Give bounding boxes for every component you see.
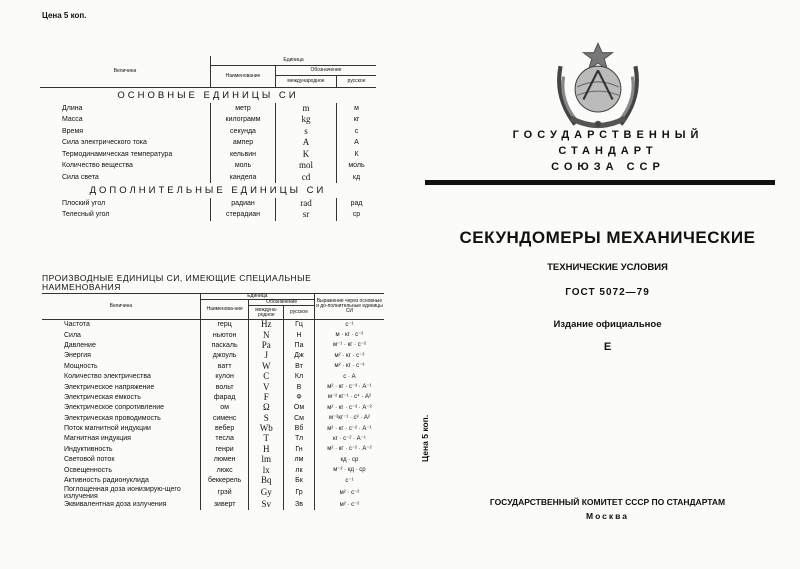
table-row [42, 455, 384, 465]
table-row [40, 198, 376, 210]
rus-symbol-cell: Гц [295, 321, 303, 329]
city-name: Москва [586, 511, 629, 521]
intl-symbol-cell: K [276, 149, 337, 161]
table-row [42, 382, 384, 392]
unit-name-cell: зиверт [200, 500, 249, 510]
unit-name-cell: герц [200, 320, 249, 330]
intl-symbol-cell: sr [276, 209, 337, 221]
table-row [42, 371, 384, 381]
rus-symbol-cell: Кл [294, 373, 304, 381]
quantity-cell: Магнитная индукция [64, 435, 131, 443]
unit-name-cell: тесла [200, 434, 249, 444]
intl-symbol-cell: Gy [249, 486, 284, 500]
intl-symbol-cell: kg [276, 114, 337, 126]
unit-name-cell: вебер [200, 423, 249, 433]
intl-symbol-cell: Hz [249, 320, 284, 330]
rus-symbol-cell: Зв [295, 501, 303, 509]
rus-symbol-cell: кд [352, 173, 361, 181]
section-derived-units: ПРОИЗВОДНЫЕ ЕДИНИЦЫ СИ, ИМЕЮЩИЕ СПЕЦИАЛЬНЫЕ НАИМЕНОВАНИЯ [42, 274, 384, 294]
rus-symbol-cell: Вб [294, 425, 304, 433]
quantity-cell: Электрическое сопротивление [64, 404, 165, 412]
intl-symbol-cell: Wb [249, 423, 284, 433]
table-row [42, 403, 384, 413]
unit-name-cell: джоуль [200, 351, 249, 361]
unit-name-cell: вольт [200, 382, 249, 392]
quantity-cell: Масса [62, 116, 83, 124]
rus-symbol-cell: См [294, 414, 304, 422]
unit-name-cell: кельвин [211, 149, 276, 161]
col-rus-header-2: русское [284, 306, 315, 320]
table-row [42, 486, 384, 500]
expression-cell: м² · кг · с⁻² · А⁻² [314, 444, 384, 454]
document-subtitle: ТЕХНИЧЕСКИЕ УСЛОВИЯ [547, 262, 668, 273]
expression-cell: м⁻¹ · кг · с⁻² [314, 340, 384, 350]
quantity-cell: Поток магнитной индукции [64, 425, 151, 433]
intl-symbol-cell: J [249, 351, 284, 361]
state-standard-line-2: СОЮЗА ССР [551, 160, 665, 173]
quantity-cell: Количество электричества [64, 373, 151, 381]
col-unit-header-2: Единица [200, 294, 314, 300]
edition-label: Издание официальное [553, 319, 662, 330]
table-row [40, 126, 376, 138]
quantity-cell: Электрическая проводимость [64, 414, 161, 422]
col-quantity-header: Величина [40, 56, 211, 88]
rus-symbol-cell: с [354, 127, 359, 135]
rus-symbol-cell: Гн [295, 445, 303, 453]
intl-symbol-cell: S [249, 413, 284, 423]
quantity-cell: Световой поток [64, 456, 115, 464]
intl-symbol-cell: C [249, 371, 284, 381]
unit-name-cell: ампер [211, 137, 276, 149]
table-row [42, 392, 384, 402]
table-row [42, 444, 384, 454]
committee-name: ГОСУДАРСТВЕННЫЙ КОМИТЕТ СССР ПО СТАНДАРТАМ [489, 497, 726, 507]
quantity-cell: Активность радионуклида [64, 477, 149, 485]
expression-cell: кг · с⁻² · А⁻¹ [314, 434, 384, 444]
rus-symbol-cell: лк [295, 466, 303, 474]
unit-name-cell: кандела [211, 172, 276, 184]
unit-name-cell: метр [211, 103, 276, 115]
table-row [42, 475, 384, 485]
quantity-cell: Сила [64, 331, 81, 339]
rus-symbol-cell: м [354, 104, 359, 112]
expression-cell: м⁻² · кд · ср [314, 465, 384, 475]
rus-symbol-cell: ср [352, 211, 361, 219]
quantity-cell: Электрическая емкость [64, 393, 141, 401]
quantity-cell: Сила света [62, 173, 99, 181]
intl-symbol-cell: F [249, 392, 284, 402]
quantity-cell: Мощность [64, 362, 98, 370]
table-row [42, 500, 384, 510]
ussr-emblem [546, 35, 650, 139]
base-units-table [40, 56, 376, 221]
rus-symbol-cell: Па [294, 341, 304, 349]
unit-name-cell: генри [200, 444, 249, 454]
rus-symbol-cell: Вт [295, 362, 303, 370]
expression-cell: м² · кг · с⁻³ · А⁻¹ [314, 382, 384, 392]
unit-name-cell: моль [211, 160, 276, 172]
intl-symbol-cell: rad [276, 198, 337, 210]
price-label-vertical: Цена 5 коп. [420, 414, 430, 462]
section-additional-units: ДОПОЛНИТЕЛЬНЫЕ ЕДИНИЦЫ СИ [89, 185, 327, 196]
expression-cell: м⁻² кг⁻¹ · с⁴ · А² [314, 392, 384, 402]
gost-number: ГОСТ 5072—79 [565, 287, 650, 298]
intl-symbol-cell: mol [276, 160, 337, 172]
intl-symbol-cell: Ω [249, 403, 284, 413]
price-label: Цена 5 коп. [42, 11, 87, 20]
unit-name-cell: ом [200, 403, 249, 413]
section-base-units: ОСНОВНЫЕ ЕДИНИЦЫ СИ [117, 90, 299, 101]
unit-name-cell: люкс [200, 465, 249, 475]
table-row [42, 340, 384, 350]
intl-symbol-cell: W [249, 361, 284, 371]
state-standard-heading [468, 128, 748, 176]
derived-units-table [42, 274, 384, 510]
unit-name-cell: грэй [200, 486, 249, 500]
col-designation-header-2: Обозначение [249, 300, 314, 306]
rus-symbol-cell: Гр [295, 489, 303, 497]
edition-letter: Е [603, 341, 612, 353]
col-unit-header: Единица [211, 56, 377, 66]
unit-name-cell: радиан [211, 198, 276, 210]
quantity-cell: Длина [62, 104, 83, 112]
col-name-header-2: Наименова-ние [200, 300, 249, 320]
table-row [42, 351, 384, 361]
table-row [42, 465, 384, 475]
intl-symbol-cell: Pa [249, 340, 284, 350]
unit-name-cell: стерадиан [211, 209, 276, 221]
unit-name-cell: паскаль [200, 340, 249, 350]
quantity-cell: Поглощенная доза ионизирую-щего излучения [64, 485, 181, 500]
expression-cell: м² · кг · с⁻² · А⁻¹ [314, 423, 384, 433]
col-rus-header: русское [337, 76, 377, 88]
unit-name-cell: беккерель [200, 475, 249, 485]
table-row [42, 330, 384, 340]
quantity-cell: Количество вещества [62, 162, 133, 170]
document-title: СЕКУНДОМЕРЫ МЕХАНИЧЕСКИЕ [459, 228, 756, 247]
quantity-cell: Индуктивность [64, 445, 113, 453]
quantity-cell: Плоский угол [62, 199, 106, 207]
quantity-cell: Термодинамическая температура [62, 150, 173, 158]
rus-symbol-cell: Ом [293, 404, 305, 412]
rus-symbol-cell: Ф [296, 393, 302, 401]
intl-symbol-cell: m [276, 103, 337, 115]
expression-cell: м² · кг · с⁻² [314, 351, 384, 361]
unit-name-cell: ватт [200, 361, 249, 371]
expression-cell: м² · с⁻² [314, 500, 384, 510]
rus-symbol-cell: Тл [294, 435, 304, 443]
quantity-cell: Давление [64, 341, 96, 349]
divider-rule [425, 180, 775, 185]
quantity-cell: Частота [64, 321, 90, 329]
intl-symbol-cell: N [249, 330, 284, 340]
table-row [40, 114, 376, 126]
expression-cell: м² · кг · с⁻³ [314, 361, 384, 371]
quantity-cell: Телесный угол [62, 211, 110, 219]
table-row [42, 320, 384, 330]
table-row [40, 149, 376, 161]
expression-cell: м⁻²кг⁻¹ · с³ · А² [314, 413, 384, 423]
rus-symbol-cell: рад [350, 199, 363, 207]
table-row [42, 423, 384, 433]
col-name-header: Наименование [211, 66, 276, 88]
intl-symbol-cell: A [276, 137, 337, 149]
table-row [40, 137, 376, 149]
section-row [40, 183, 376, 198]
unit-name-cell: секунда [211, 126, 276, 138]
rus-symbol-cell: К [354, 150, 359, 158]
quantity-cell: Время [62, 127, 84, 135]
table-row [40, 209, 376, 221]
intl-symbol-cell: T [249, 434, 284, 444]
quantity-cell: Освещенность [64, 466, 113, 474]
expression-cell: с⁻¹ [314, 475, 384, 485]
expression-cell: м² · с⁻² [314, 486, 384, 500]
unit-name-cell: сименс [200, 413, 249, 423]
intl-symbol-cell: Bq [249, 475, 284, 485]
table-row [42, 434, 384, 444]
intl-symbol-cell: lx [249, 465, 284, 475]
rus-symbol-cell: лм [294, 456, 304, 464]
table-row [40, 103, 376, 115]
rus-symbol-cell: В [296, 383, 302, 391]
unit-name-cell: ньютон [200, 330, 249, 340]
quantity-cell: Энергия [64, 352, 91, 360]
expression-cell: м · кг · с⁻² [314, 330, 384, 340]
unit-name-cell: килограмм [211, 114, 276, 126]
table-row [40, 160, 376, 172]
col-quantity-header-2: Величина [42, 294, 200, 320]
rus-symbol-cell: А [354, 139, 359, 147]
rus-symbol-cell: кг [353, 116, 360, 124]
rus-symbol-cell: Дж [294, 352, 304, 360]
table-row [42, 413, 384, 423]
intl-symbol-cell: s [276, 126, 337, 138]
intl-symbol-cell: Sv [249, 500, 284, 510]
intl-symbol-cell: lm [249, 455, 284, 465]
unit-name-cell: кулон [200, 371, 249, 381]
expression-cell: с · А [314, 371, 384, 381]
quantity-cell: Электрическое напряжение [64, 383, 155, 391]
table-row [40, 172, 376, 184]
col-intl-header-2: междуна-родное [249, 306, 284, 320]
col-expr-header: Выражение через основные и до-полнительные единицы СИ [314, 294, 384, 320]
expression-cell: кд · ср [314, 455, 384, 465]
table-row [42, 361, 384, 371]
rus-symbol-cell: моль [348, 162, 365, 170]
quantity-cell: Эквивалентная доза излучения [64, 501, 167, 509]
rus-symbol-cell: Бк [295, 477, 303, 485]
unit-name-cell: люмен [200, 455, 249, 465]
expression-cell: с⁻¹ [314, 320, 384, 330]
col-designation-header: Обозначение [276, 66, 377, 76]
expression-cell: м² · кг · с⁻³ · А⁻² [314, 403, 384, 413]
quantity-cell: Сила электрического тока [62, 139, 147, 147]
unit-name-cell: фарад [200, 392, 249, 402]
intl-symbol-cell: H [249, 444, 284, 454]
intl-symbol-cell: V [249, 382, 284, 392]
intl-symbol-cell: cd [276, 172, 337, 184]
rus-symbol-cell: Н [296, 331, 302, 339]
state-standard-line-1: ГОСУДАРСТВЕННЫЙ СТАНДАРТ [512, 129, 704, 157]
col-intl-header: международное [276, 76, 337, 88]
